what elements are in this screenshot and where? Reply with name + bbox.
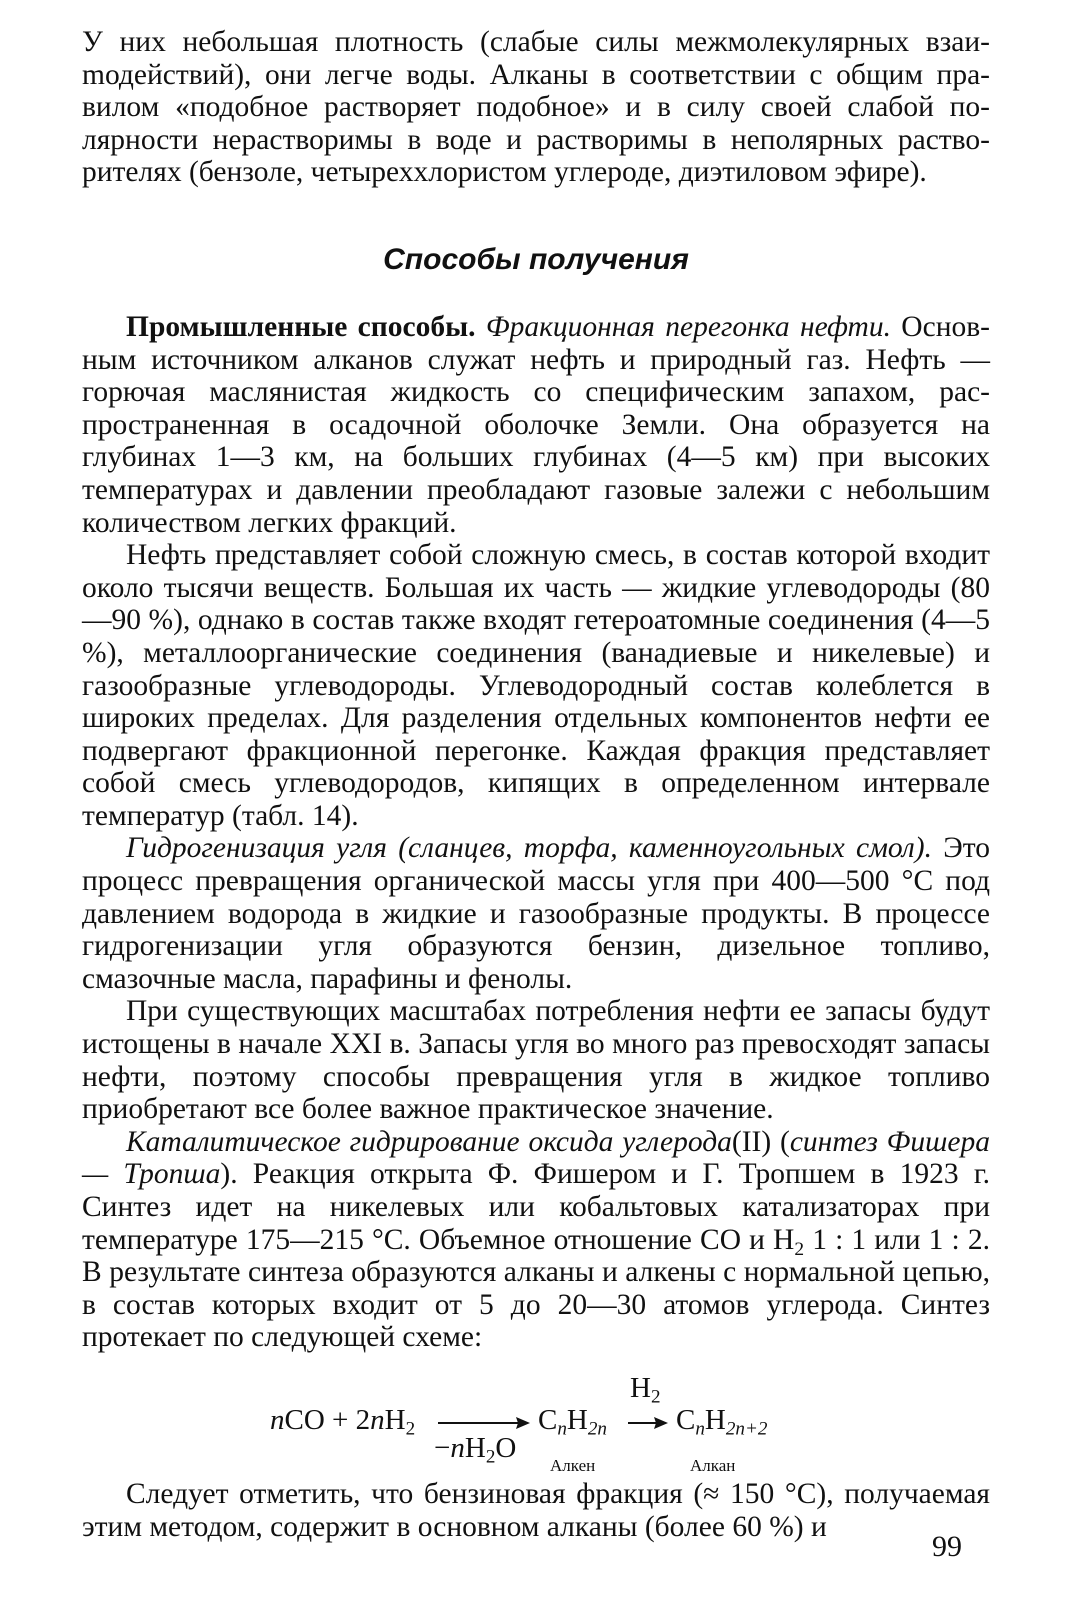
paragraph-coal-hydrogenation [82, 832, 990, 995]
alkene-formula: $C_nH_{2n}$ [538, 1403, 607, 1440]
alkane-label: Алкан [690, 1455, 736, 1475]
hydrogen-over-arrow: $H_2$ [630, 1371, 661, 1408]
paragraph-gasoline-fraction: Следует отметить, что бензиновая фракция (≈ 150 °С), получаемая этим методом, содержит в основном алканы (более 60 %) и [82, 1477, 990, 1543]
reactants: nCO + $2nH_2$ [270, 1403, 416, 1440]
reaction-arrow-icon [628, 1416, 668, 1430]
page-content [82, 26, 990, 1543]
byproduct: $-nH_2O$ [434, 1431, 517, 1468]
section-heading: Способы получения [383, 242, 689, 276]
reaction-equation [82, 1371, 990, 1475]
paragraph-fischer-tropsch [82, 1126, 990, 1354]
alkene-label: Алкен [550, 1455, 596, 1475]
paragraph-industrial-methods [82, 311, 990, 539]
page-number: 99 [932, 1530, 962, 1563]
subscript: 2 [794, 1238, 805, 1260]
italic-term: Гидрогенизация угля (сланцев, торфа, каменноугольных смол). [126, 832, 932, 865]
italic-term: Фракционная перегонка нефти. [485, 310, 891, 343]
italic-term: Каталитическое гидрирование оксида углерода [126, 1125, 732, 1158]
bold-lead: Промышленные способы. [126, 310, 476, 343]
paragraph-text: Основным источником алканов служат нефть и природный газ. Нефть — горючая маслянистая жидкость со специфическим запахом, распространенная в осадочной оболочке Земли. Она образуется на глубинах 1—3 км, на больших глубинах (4—5 км) при высоких температурах и давлении преобладают газовые залежи с небольшим количеством легких фракций. [82, 310, 990, 539]
italic-term: синтез Фишера — Тропша [82, 1125, 990, 1191]
paragraph-oil-composition: Нефть представляет собой сложную смесь, в состав которой входит около тысячи веществ. Большая их часть — жидкие углеводороды (80—90 %), однако в состав также входят гетероатомные соединения (4—5 %), металлоорганические соединения (ванадиевые и никелевые) и газообразные углеводороды. Углеводородный состав колеблется в широких пределах. Для разделения отдельных компонентов нефти ее подвергают фракционной перегонке. Каждая фракция представляет собой смесь углеводородов, кипящих в определенном интервале температур (табл. 14). [82, 539, 990, 832]
reaction-arrow-icon [438, 1416, 530, 1430]
alkane-formula: $C_nH_{2n+2}$ [676, 1403, 768, 1440]
paragraph-reserves: При существующих масштабах потребления нефти ее запасы будут истощены в начале XXI в. Запасы угля во много раз превосходят запасы нефти, поэтому способы превращения угля в жидкое топливо приобретают все более важное практическое значение. [82, 995, 990, 1126]
paragraph-text: ). Реакция открыта Ф. Фишером и Г. Тропшем в 1923 г. Синтез идет на никелевых или кобальтовых катализаторах при температуре 175—215 °С. Объемное отношение СО и Н [82, 1158, 991, 1256]
roman-text: (II) ( [731, 1125, 790, 1158]
paragraph-text: Это процесс превращения органической массы угля при 400—500 °С под давлением водорода в жидкие и газообразные продукты. В процессе гидрогенизации угля образуются бензин, дизельное топливо, смазочные масла, парафины и фенолы. [82, 832, 990, 995]
paragraph-text: 1 : 1 или 1 : 2. В результате синтеза образуются алканы и алкены с нормальной цепью, в состав которых входит от 5 до 20—30 атомов углерода. Синтез протекает по следующей схеме: [82, 1223, 991, 1354]
paragraph-properties: У них небольшая плотность (слабые силы межмолекулярных взаиmодействий), они легче воды. Алканы в соответствии с общим правилом «подобное растворяет подобное» и в силу своей слабой полярности нерастворимы в воде и растворимы в неполярных растворителях (бензоле, четыреххлористом углероде, диэтиловом эфире). [82, 26, 990, 189]
